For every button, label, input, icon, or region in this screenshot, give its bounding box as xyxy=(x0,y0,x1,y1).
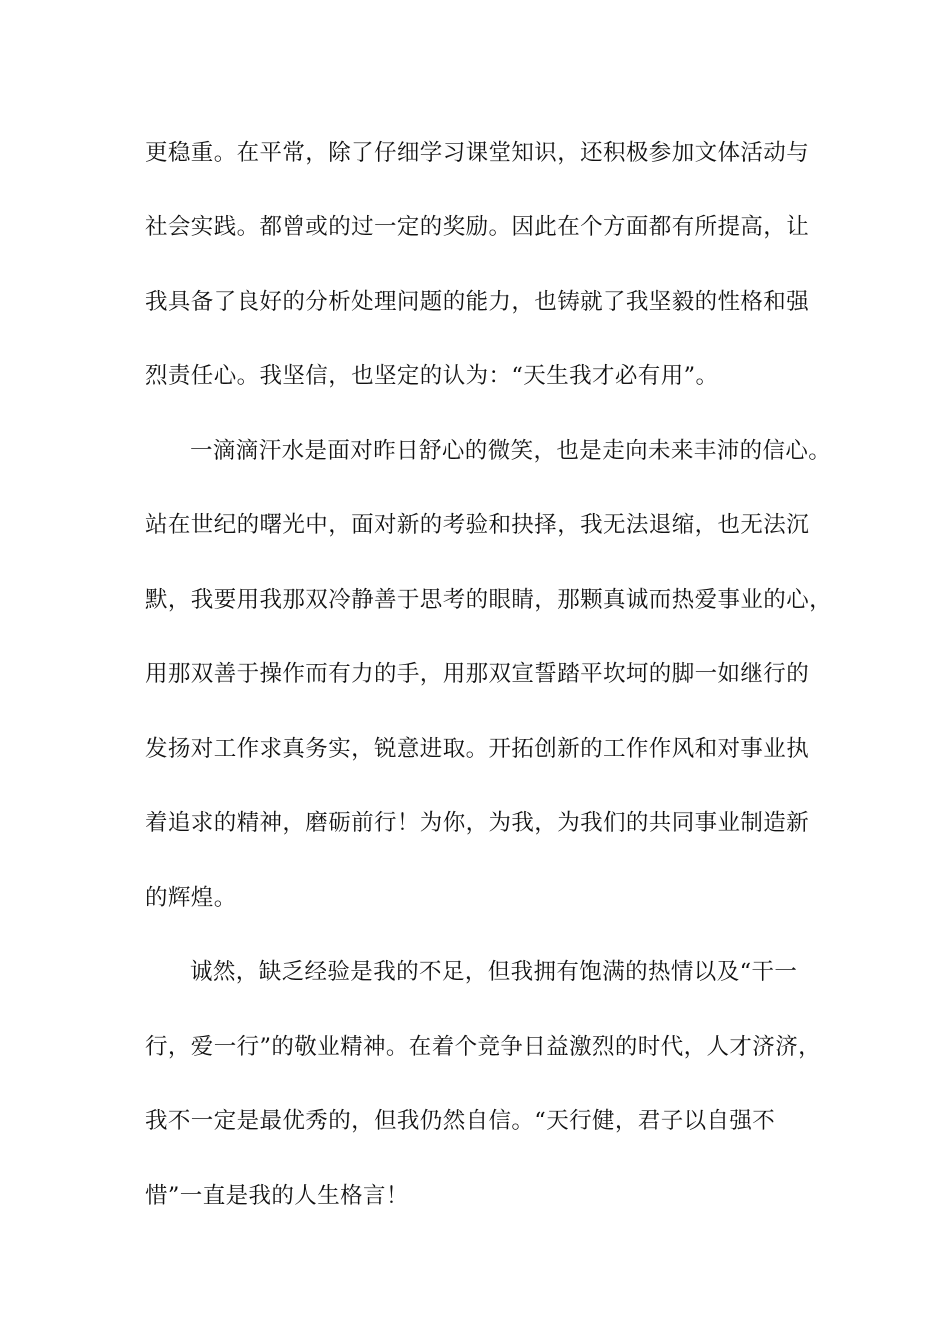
paragraph-first-line: 诚然，缺乏经验是我的不足，但我拥有饱满的热情以及“干一 xyxy=(190,959,798,985)
text-line: 站在世纪的曙光中，面对新的考验和抉择，我无法退缩，也无法沉 xyxy=(145,512,810,538)
text-line: 惜”一直是我的人生格言！ xyxy=(145,1183,409,1209)
text-line: 我不一定是最优秀的，但我仍然自信。“天行健，君子以自强不 xyxy=(145,1108,776,1134)
text-line: 烈责任心。我坚信，也坚定的认为：“天生我才必有用”。 xyxy=(145,363,719,389)
text-line: 默，我要用我那双冷静善于思考的眼睛，那颗真诚而热爱事业的心， xyxy=(145,587,833,613)
text-line: 更稳重。在平常，除了仔细学习课堂知识，还积极参加文体活动与 xyxy=(145,140,810,166)
text-line: 我具备了良好的分析处理问题的能力，也铸就了我坚毅的性格和强 xyxy=(145,289,810,315)
text-line: 发扬对工作求真务实，锐意进取。开拓创新的工作作风和对事业执 xyxy=(145,736,810,762)
text-line: 社会实践。都曾或的过一定的奖励。因此在个方面都有所提高，让 xyxy=(145,214,810,240)
text-line: 着追求的精神，磨砺前行！为你，为我，为我们的共同事业制造新 xyxy=(145,810,810,836)
paragraph-first-line: 一滴滴汗水是面对昨日舒心的微笑，也是走向未来丰沛的信心。 xyxy=(190,438,832,464)
text-line: 用那双善于操作而有力的手，用那双宣誓踏平坎坷的脚一如继行的 xyxy=(145,661,810,687)
text-line: 的辉煌。 xyxy=(145,885,237,911)
text-line: 行，爱一行”的敬业精神。在着个竞争日益激烈的时代，人才济济， xyxy=(145,1034,822,1060)
